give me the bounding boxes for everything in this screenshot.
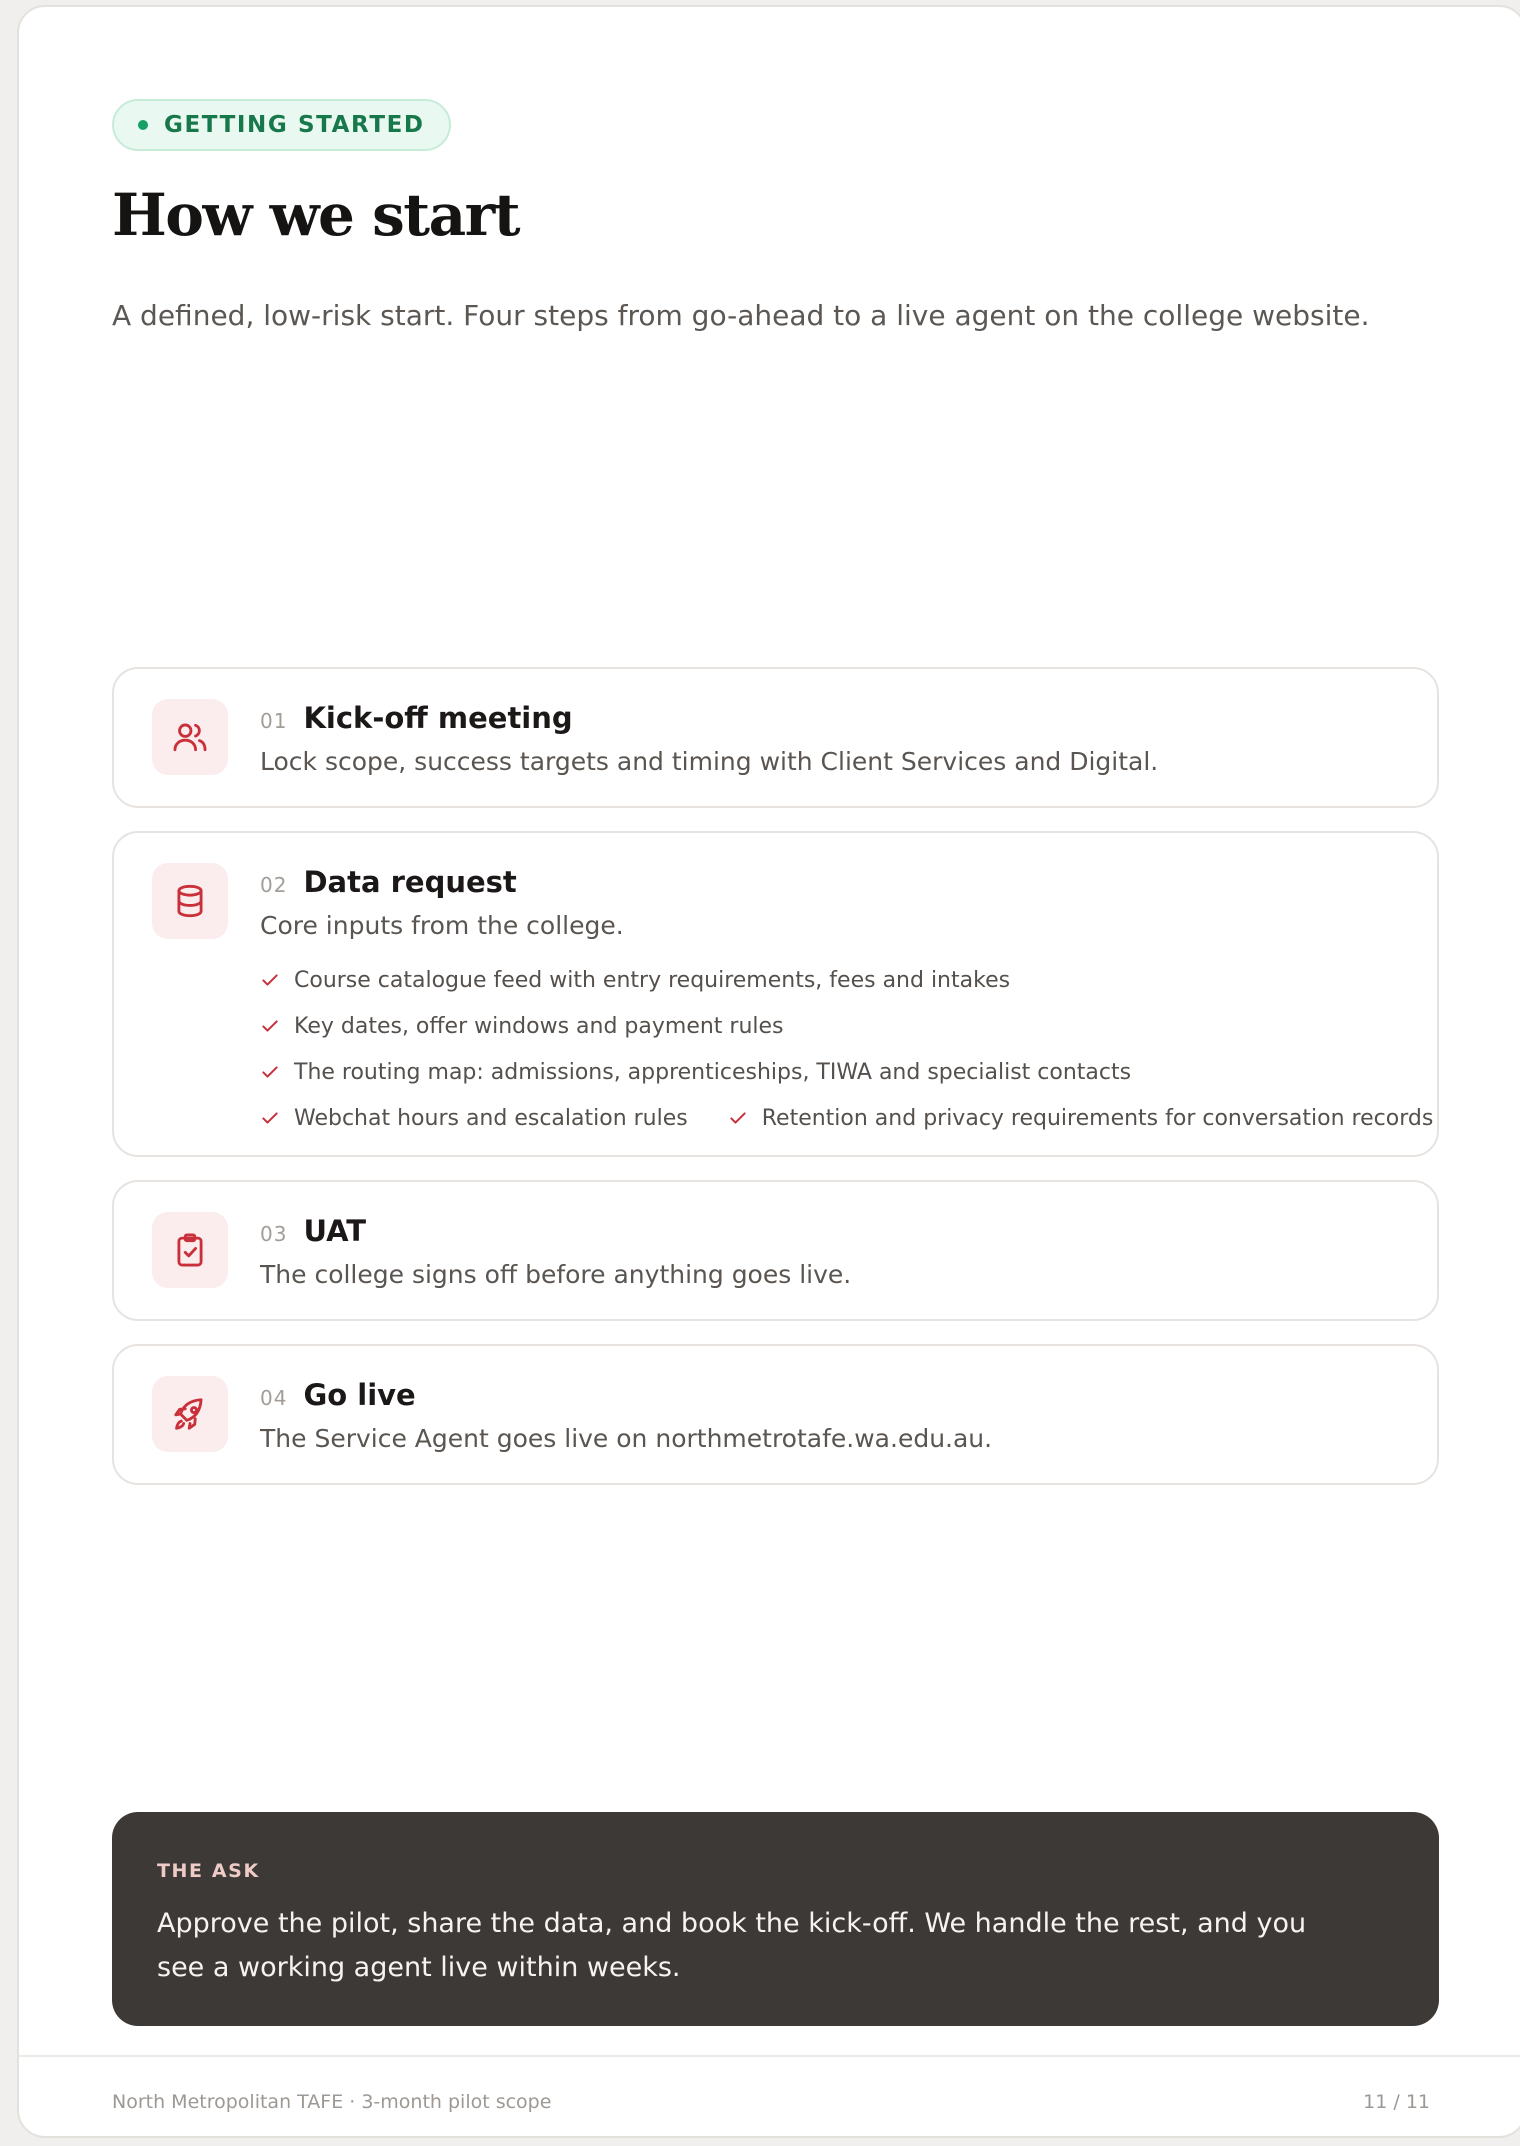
ask-text: Approve the pilot, share the data, and book the kick-off. We handle the rest, and you see a working agent live within weeks. [157, 1908, 1307, 1983]
step-card-kickoff [112, 667, 1439, 808]
page-subtitle: A defined, low-risk start. Four steps from go-ahead to a live agent on the college website. [112, 299, 1370, 332]
step-description: Lock scope, success targets and timing with Client Services and Digital. [260, 747, 1159, 776]
rocket-icon [152, 1376, 228, 1452]
step-description: The college signs off before anything goes live. [260, 1260, 852, 1289]
checklist-item [260, 968, 1010, 993]
badge-label: GETTING STARTED [164, 112, 425, 138]
check-icon [260, 1108, 280, 1128]
footer-divider [19, 2055, 1520, 2057]
checklist-item [260, 1060, 1131, 1085]
step-heading [260, 1378, 416, 1412]
step-title: Data request [303, 865, 517, 899]
step-title: UAT [303, 1214, 367, 1248]
step-card-data-request [112, 831, 1439, 1157]
database-icon [152, 863, 228, 939]
checklist-item-label: Course catalogue feed with entry requirements, fees and intakes [294, 967, 1011, 993]
ask-label: THE ASK [157, 1860, 260, 1882]
users-icon [152, 699, 228, 775]
badge-dot-icon [138, 120, 148, 130]
step-heading [260, 701, 573, 735]
step-title: Kick-off meeting [303, 701, 573, 735]
step-card-uat [112, 1180, 1439, 1321]
step-heading [260, 865, 517, 899]
step-number: 01 [260, 709, 288, 733]
checklist-item-label: Webchat hours and escalation rules [294, 1105, 688, 1131]
section-badge [112, 99, 451, 151]
step-description: Core inputs from the college. [260, 911, 624, 940]
step-number: 02 [260, 873, 288, 897]
checklist-item-label: Retention and privacy requirements for conversation records [761, 1105, 1434, 1131]
page-number: 11 / 11 [1363, 2091, 1430, 2113]
checklist-item [260, 1106, 688, 1131]
step-description: The Service Agent goes live on northmetrotafe.wa.edu.au. [260, 1424, 993, 1453]
check-icon [260, 970, 280, 990]
checklist-item [260, 1014, 784, 1039]
step-number: 03 [260, 1222, 288, 1246]
page-title: How we start [112, 181, 520, 249]
ask-callout [112, 1812, 1439, 2026]
step-number: 04 [260, 1386, 288, 1410]
check-icon [728, 1108, 748, 1128]
check-icon [260, 1016, 280, 1036]
footer-caption: North Metropolitan TAFE · 3-month pilot scope [112, 2091, 552, 2113]
checklist-item-label: The routing map: admissions, apprenticeships, TIWA and specialist contacts [294, 1059, 1132, 1085]
clipboard-check-icon [152, 1212, 228, 1288]
step-card-go-live [112, 1344, 1439, 1485]
checklist-item-label: Key dates, offer windows and payment rules [294, 1013, 784, 1039]
check-icon [260, 1062, 280, 1082]
data-checklist [260, 957, 1434, 1141]
slide-page [17, 5, 1520, 2138]
step-title: Go live [303, 1378, 416, 1412]
step-heading [260, 1214, 366, 1248]
checklist-item [728, 1106, 1434, 1131]
